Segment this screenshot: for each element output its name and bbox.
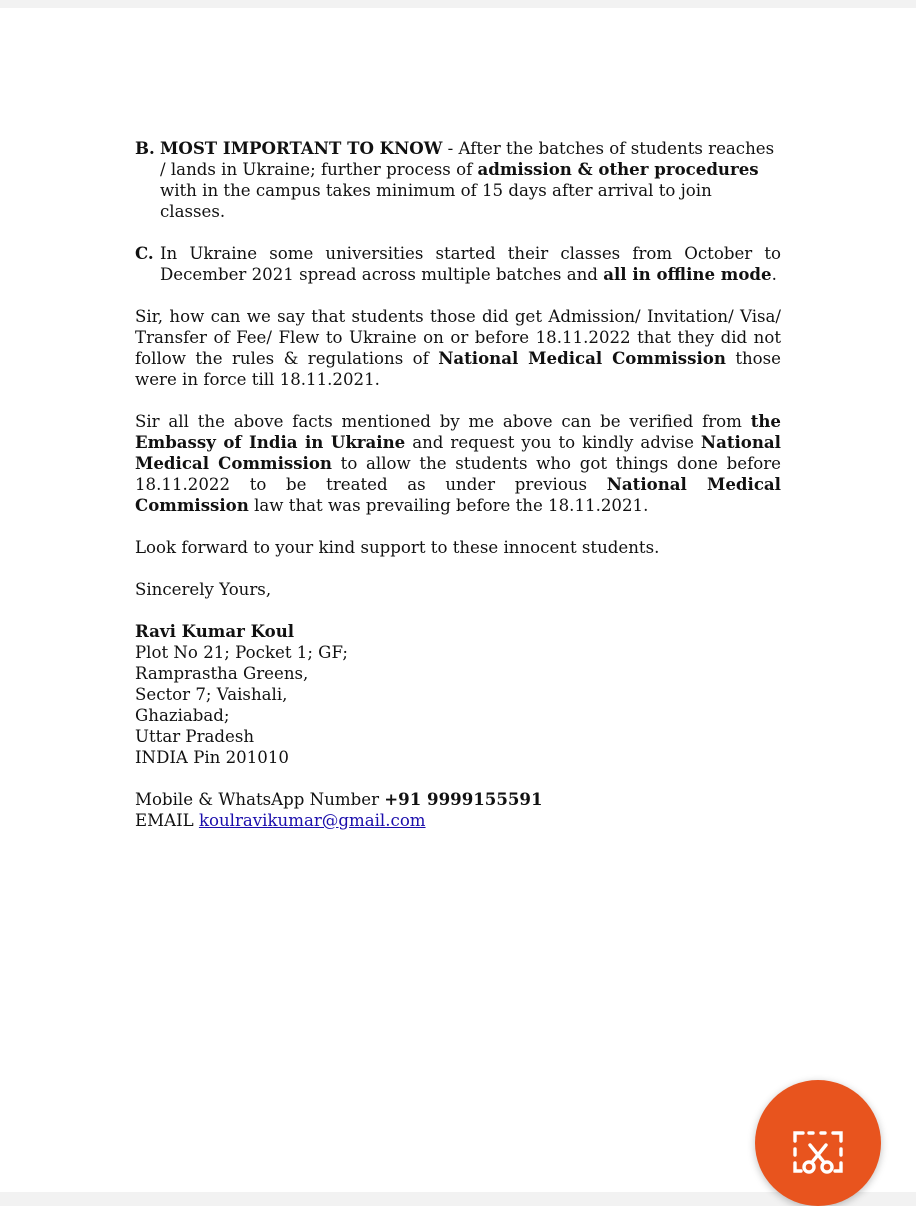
address-line: Sector 7; Vaishali, [135, 685, 288, 704]
mobile-line: Mobile & WhatsApp Number +91 9999155591 [135, 789, 543, 809]
mobile-number: +91 9999155591 [384, 789, 543, 809]
point-text: MOST IMPORTANT TO KNOW - After the batches of students reaches / lands in Ukraine; further process of admission & other procedures with in the campus takes minimum of 15 days after arrival to join classes. [160, 138, 775, 221]
screenshot-scissors-icon [791, 1129, 845, 1175]
paragraph-question: Sir, how can we say that students those did get Admission/ Invitation/ Visa/ Transfer of Fee/ Flew to Ukraine on or before 18.11.2022 that they did not follow the rules & regulations of National Medical Commission those were in force till 18.11.2021. [135, 307, 781, 389]
point-letter: B. [135, 138, 155, 158]
signatory-name: Ravi Kumar Koul [135, 621, 295, 641]
point-letter: C. [135, 243, 154, 263]
email-line: EMAIL koulravikumar@gmail.com [135, 811, 426, 830]
address-line: Uttar Pradesh [135, 727, 255, 746]
letter-body [135, 138, 781, 831]
signature-block [135, 621, 781, 768]
point-c [135, 243, 781, 285]
paragraph-support: Look forward to your kind support to these innocent students. [135, 538, 660, 557]
screenshot-edit-button[interactable] [755, 1080, 881, 1206]
address-line: INDIA Pin 201010 [135, 748, 289, 767]
document-page [0, 8, 916, 1192]
email-link[interactable]: koulravikumar@gmail.com [198, 811, 426, 830]
contact-block [135, 789, 781, 831]
address-line: Ramprastha Greens, [135, 664, 309, 683]
bold-lead: MOST IMPORTANT TO KNOW [160, 138, 443, 158]
address-line: Plot No 21; Pocket 1; GF; [135, 643, 348, 662]
closing: Sincerely Yours, [135, 580, 272, 599]
point-text: In Ukraine some universities started their classes from October to December 2021 spread across multiple batches and all in offline mode. [160, 244, 781, 284]
address-line: Ghaziabad; [135, 706, 230, 725]
paragraph-request: Sir all the above facts mentioned by me above can be verified from the Embassy of India in Ukraine and request you to kindly advise National Medical Commission to allow the students who got things done before 18.11.2022 to be treated as under previous National Medical Commission law that was prevailing before the 18.11.2021. [135, 411, 781, 515]
point-b [135, 138, 781, 222]
